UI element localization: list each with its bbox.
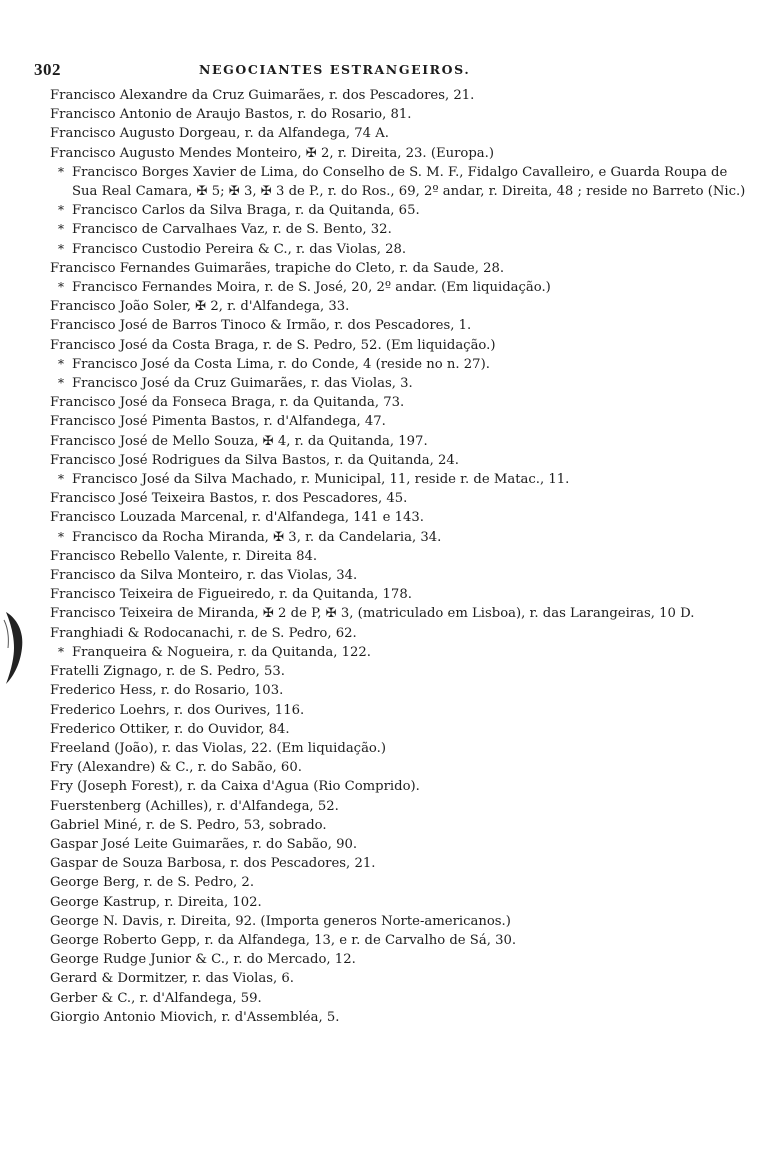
asterisk-icon: * bbox=[58, 376, 64, 391]
list-item bbox=[50, 912, 750, 931]
entry-text: Francisco Teixeira de Figueiredo, r. da Quitanda, 178. bbox=[50, 587, 412, 603]
list-item bbox=[50, 547, 750, 566]
entry-text: Fry (Alexandre) & C., r. do Sabão, 60. bbox=[50, 760, 302, 776]
list-item bbox=[50, 950, 750, 969]
entry-text: George Roberto Gepp, r. da Alfandega, 13, e r. de Carvalho de Sá, 30. bbox=[50, 932, 517, 948]
list-item bbox=[50, 124, 750, 143]
entry-text: George Berg, r. de S. Pedro, 2. bbox=[50, 875, 255, 891]
list-item bbox=[50, 201, 750, 220]
entry-text: Francisco José Pimenta Bastos, r. d'Alfandega, 47. bbox=[50, 414, 386, 430]
entry-text: Francisco da Silva Monteiro, r. das Violas, 34. bbox=[50, 568, 358, 584]
asterisk-icon: * bbox=[58, 241, 64, 256]
asterisk-icon: * bbox=[58, 164, 64, 179]
entry-text: Francisco João Soler, ✠ 2, r. d'Alfandega, 33. bbox=[50, 299, 350, 315]
list-item bbox=[50, 777, 750, 796]
list-item bbox=[50, 86, 750, 105]
entry-text: Gerard & Dormitzer, r. das Violas, 6. bbox=[50, 971, 294, 987]
entry-text: Francisco Fernandes Guimarães, trapiche do Cleto, r. da Saude, 28. bbox=[50, 260, 505, 276]
entry-text: Gabriel Miné, r. de S. Pedro, 53, sobrado. bbox=[50, 817, 327, 833]
entry-text: Francisco Fernandes Moira, r. de S. José, 20, 2º andar. (Em liquidação.) bbox=[72, 280, 551, 296]
entry-text: Frederico Hess, r. do Rosario, 103. bbox=[50, 683, 284, 699]
entry-text: Francisco Custodio Pereira & C., r. das Violas, 28. bbox=[72, 241, 407, 257]
list-item bbox=[50, 643, 750, 662]
list-item bbox=[50, 316, 750, 335]
entry-text: Frederico Ottiker, r. do Ouvidor, 84. bbox=[50, 721, 290, 737]
entry-text: Francisco de Carvalhaes Vaz, r. de S. Bento, 32. bbox=[72, 222, 392, 238]
entry-text: Francisco Augusto Dorgeau, r. da Alfandega, 74 A. bbox=[50, 126, 389, 142]
entry-text: Frederico Loehrs, r. dos Ourives, 116. bbox=[50, 702, 305, 718]
list-item bbox=[50, 220, 750, 239]
list-item bbox=[50, 585, 750, 604]
page-title: NEGOCIANTES ESTRANGEIROS. bbox=[199, 62, 471, 77]
list-item bbox=[50, 470, 750, 489]
entry-text: Francisco Augusto Mendes Monteiro, ✠ 2, r. Direita, 23. (Europa.) bbox=[50, 145, 494, 161]
asterisk-icon: * bbox=[58, 222, 64, 237]
list-item bbox=[50, 604, 750, 623]
list-item bbox=[50, 566, 750, 585]
list-item bbox=[50, 758, 750, 777]
entry-text: Gerber & C., r. d'Alfandega, 59. bbox=[50, 990, 262, 1006]
list-item bbox=[50, 432, 750, 451]
merchant-list bbox=[50, 86, 750, 1027]
entry-text: George Rudge Junior & C., r. do Mercado, 12. bbox=[50, 952, 356, 968]
entry-text: Francisco Antonio de Araujo Bastos, r. do Rosario, 81. bbox=[50, 107, 412, 123]
entry-text: Francisco Rebello Valente, r. Direita 84. bbox=[50, 548, 318, 564]
entry-text: Francisco José da Costa Lima, r. do Conde, 4 (reside no n. 27). bbox=[72, 356, 490, 372]
entry-text: Gaspar de Souza Barbosa, r. dos Pescadores, 21. bbox=[50, 856, 376, 872]
page-header bbox=[24, 60, 544, 80]
list-item bbox=[50, 931, 750, 950]
list-item bbox=[50, 336, 750, 355]
entry-text: Francisco José da Silva Machado, r. Municipal, 11, reside r. de Matac., 11. bbox=[72, 472, 570, 488]
page-number: 302 bbox=[34, 60, 61, 79]
list-item bbox=[50, 489, 750, 508]
list-item bbox=[50, 797, 750, 816]
entry-text: Gaspar José Leite Guimarães, r. do Sabão, 90. bbox=[50, 836, 358, 852]
list-item bbox=[50, 816, 750, 835]
list-item bbox=[50, 259, 750, 278]
list-item bbox=[50, 393, 750, 412]
asterisk-icon: * bbox=[58, 203, 64, 218]
list-item bbox=[50, 681, 750, 700]
page-edge-mark bbox=[2, 608, 30, 688]
list-item bbox=[50, 412, 750, 431]
list-item bbox=[50, 355, 750, 374]
entry-text: George Kastrup, r. Direita, 102. bbox=[50, 894, 262, 910]
list-item bbox=[50, 701, 750, 720]
asterisk-icon: * bbox=[58, 529, 64, 544]
entry-text: Francisco José da Cruz Guimarães, r. das Violas, 3. bbox=[72, 376, 413, 392]
asterisk-icon: * bbox=[58, 356, 64, 371]
entry-text: Francisco José da Fonseca Braga, r. da Quitanda, 73. bbox=[50, 395, 405, 411]
list-item bbox=[50, 528, 750, 547]
list-item bbox=[50, 873, 750, 892]
list-item bbox=[50, 989, 750, 1008]
list-item bbox=[50, 278, 750, 297]
entry-text: Francisco José de Mello Souza, ✠ 4, r. da Quitanda, 197. bbox=[50, 433, 428, 449]
entry-text: Francisco Teixeira de Miranda, ✠ 2 de P, ✠ 3, (matriculado em Lisboa), r. das Larangeiras, 10 D. bbox=[50, 606, 695, 622]
entry-text: Francisco Louzada Marcenal, r. d'Alfandega, 141 e 143. bbox=[50, 510, 424, 526]
entry-text: Fuerstenberg (Achilles), r. d'Alfandega, 52. bbox=[50, 798, 339, 814]
entry-text: Francisco José da Costa Braga, r. de S. Pedro, 52. (Em liquidação.) bbox=[50, 337, 496, 353]
entry-text: Fratelli Zignago, r. de S. Pedro, 53. bbox=[50, 664, 285, 680]
list-item bbox=[50, 508, 750, 527]
list-item bbox=[50, 105, 750, 124]
list-item bbox=[50, 297, 750, 316]
list-item bbox=[50, 854, 750, 873]
list-item bbox=[50, 835, 750, 854]
list-item bbox=[50, 163, 750, 201]
entry-text: George N. Davis, r. Direita, 92. (Importa generos Norte-americanos.) bbox=[50, 913, 511, 929]
entry-text: Francisco José de Barros Tinoco & Irmão, r. dos Pescadores, 1. bbox=[50, 318, 472, 334]
list-item bbox=[50, 1008, 750, 1027]
asterisk-icon: * bbox=[58, 644, 64, 659]
entry-text: Franqueira & Nogueira, r. da Quitanda, 122. bbox=[72, 644, 372, 660]
entry-text: Franghiadi & Rodocanachi, r. de S. Pedro, 62. bbox=[50, 625, 357, 641]
list-item bbox=[50, 662, 750, 681]
list-item bbox=[50, 624, 750, 643]
list-item bbox=[50, 374, 750, 393]
list-item bbox=[50, 739, 750, 758]
list-item bbox=[50, 969, 750, 988]
entry-text: Francisco José Rodrigues da Silva Bastos, r. da Quitanda, 24. bbox=[50, 452, 459, 468]
list-item bbox=[50, 720, 750, 739]
entry-text: Francisco José Teixeira Bastos, r. dos Pescadores, 45. bbox=[50, 491, 408, 507]
entry-text: Francisco da Rocha Miranda, ✠ 3, r. da Candelaria, 34. bbox=[72, 529, 442, 545]
entry-text: Francisco Borges Xavier de Lima, do Conselho de S. M. F., Fidalgo Cavalleiro, e Guarda Roupa de Sua Real Camara, ✠ 5; ✠ 3, ✠ 3 de P., r. do Ros., 69, 2º andar, r. Direita, 48 ; reside no Barreto (Nic.) bbox=[72, 164, 746, 200]
list-item bbox=[50, 144, 750, 163]
list-item bbox=[50, 240, 750, 259]
entry-text: Francisco Alexandre da Cruz Guimarães, r. dos Pescadores, 21. bbox=[50, 88, 475, 103]
list-item bbox=[50, 893, 750, 912]
entry-text: Francisco Carlos da Silva Braga, r. da Quitanda, 65. bbox=[72, 203, 420, 219]
entry-text: Freeland (João), r. das Violas, 22. (Em liquidação.) bbox=[50, 740, 386, 756]
entry-text: Giorgio Antonio Miovich, r. d'Assembléa, 5. bbox=[50, 1009, 340, 1025]
asterisk-icon: * bbox=[58, 472, 64, 487]
entry-text: Fry (Joseph Forest), r. da Caixa d'Agua (Rio Comprido). bbox=[50, 779, 420, 795]
list-item bbox=[50, 451, 750, 470]
asterisk-icon: * bbox=[58, 280, 64, 295]
